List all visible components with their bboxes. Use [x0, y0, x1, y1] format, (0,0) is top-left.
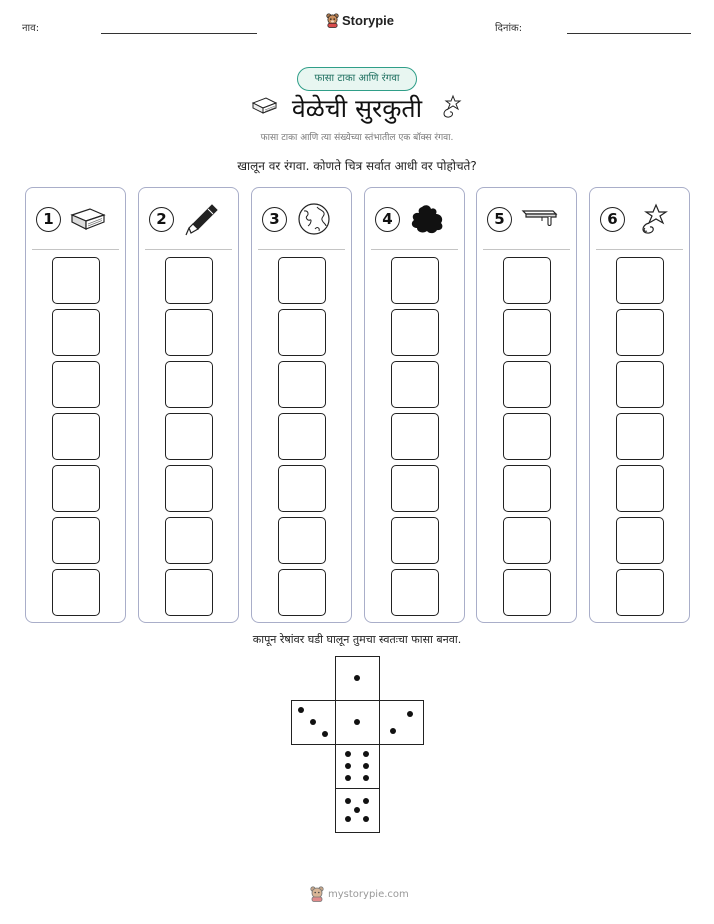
column-5: [476, 187, 577, 623]
color-box[interactable]: [165, 309, 213, 356]
color-box[interactable]: [278, 413, 326, 460]
column-number: 6: [600, 207, 625, 232]
globe-icon: [295, 202, 333, 236]
color-box[interactable]: [278, 257, 326, 304]
activity-tag: फासा टाका आणि रंगवा: [297, 67, 417, 91]
color-box[interactable]: [165, 465, 213, 512]
color-box[interactable]: [52, 361, 100, 408]
color-box[interactable]: [278, 569, 326, 616]
color-box[interactable]: [165, 413, 213, 460]
die-net-instruction: कापून रेषांवर घडी घालून तुमचा स्वतःचा फासा बनवा.: [252, 633, 462, 646]
color-box[interactable]: [52, 465, 100, 512]
die-pip: [363, 816, 369, 822]
footer-url[interactable]: mystorypie.com: [328, 888, 409, 900]
color-box[interactable]: [52, 413, 100, 460]
color-box[interactable]: [391, 465, 439, 512]
color-box[interactable]: [165, 569, 213, 616]
footer: [310, 886, 409, 902]
color-box[interactable]: [278, 361, 326, 408]
color-box[interactable]: [391, 361, 439, 408]
color-box[interactable]: [391, 517, 439, 564]
color-box[interactable]: [52, 309, 100, 356]
color-box[interactable]: [165, 361, 213, 408]
column-divider: [258, 249, 345, 250]
die-pip: [310, 719, 316, 725]
bear-mascot-icon: [326, 13, 339, 28]
name-label: नाव:: [22, 23, 40, 34]
color-box[interactable]: [616, 569, 664, 616]
die-face: [379, 700, 424, 745]
die-pip: [363, 763, 369, 769]
color-box[interactable]: [503, 309, 551, 356]
color-box[interactable]: [165, 517, 213, 564]
die-pip: [363, 751, 369, 757]
color-box[interactable]: [616, 517, 664, 564]
die-pip: [322, 731, 328, 737]
die-pip: [354, 675, 360, 681]
die-pip: [354, 807, 360, 813]
shelf-icon: [520, 202, 558, 236]
ink-blot-icon: [408, 202, 446, 236]
die-pip: [345, 775, 351, 781]
die-pip: [298, 707, 304, 713]
column-number: 4: [375, 207, 400, 232]
column-divider: [483, 249, 570, 250]
column-2: [138, 187, 239, 623]
die-face: [335, 744, 380, 789]
color-box[interactable]: [391, 309, 439, 356]
color-box[interactable]: [278, 309, 326, 356]
column-divider: [32, 249, 119, 250]
column-4: [364, 187, 465, 623]
color-box[interactable]: [503, 361, 551, 408]
die-pip: [363, 775, 369, 781]
die-pip: [345, 816, 351, 822]
die-pip: [390, 728, 396, 734]
color-box[interactable]: [503, 465, 551, 512]
column-1: [25, 187, 126, 623]
color-box[interactable]: [391, 569, 439, 616]
color-box[interactable]: [503, 413, 551, 460]
die-face: [291, 700, 336, 745]
color-box[interactable]: [391, 413, 439, 460]
shooting-star-icon: [633, 202, 671, 236]
die-pip: [407, 711, 413, 717]
die-pip: [363, 798, 369, 804]
brand-logo: [326, 13, 394, 28]
column-number: 1: [36, 207, 61, 232]
book-icon: [69, 202, 107, 236]
date-label: दिनांक:: [495, 23, 523, 34]
column-number: 5: [487, 207, 512, 232]
color-box[interactable]: [616, 465, 664, 512]
column-number: 3: [262, 207, 287, 232]
name-line[interactable]: [101, 33, 257, 34]
column-divider: [145, 249, 232, 250]
color-box[interactable]: [616, 413, 664, 460]
color-box[interactable]: [503, 569, 551, 616]
bear-mascot-icon: [310, 886, 324, 902]
die-pip: [345, 798, 351, 804]
color-box[interactable]: [616, 257, 664, 304]
color-box[interactable]: [278, 465, 326, 512]
color-box[interactable]: [165, 257, 213, 304]
brand-name: Storypie: [342, 13, 395, 28]
die-pip: [345, 751, 351, 757]
color-box[interactable]: [503, 257, 551, 304]
color-box[interactable]: [391, 257, 439, 304]
color-box[interactable]: [503, 517, 551, 564]
die-pip: [345, 763, 351, 769]
shooting-star-icon: [440, 94, 464, 120]
column-number: 2: [149, 207, 174, 232]
subtitle: फासा टाका आणि त्या संख्येच्या स्तंभातील एक बॉक्स रंगवा.: [260, 133, 454, 143]
die-pip: [354, 719, 360, 725]
color-box[interactable]: [52, 569, 100, 616]
die-face: [335, 656, 380, 701]
instruction-text: खालून वर रंगवा. कोणते चित्र सर्वात आधी वर पोहोचते?: [237, 159, 477, 173]
color-box[interactable]: [52, 517, 100, 564]
die-face: [335, 700, 380, 745]
column-3: [251, 187, 352, 623]
die-face: [335, 788, 380, 833]
date-line[interactable]: [567, 33, 691, 34]
fountain-pen-icon: [182, 202, 220, 236]
color-box[interactable]: [278, 517, 326, 564]
column-divider: [596, 249, 683, 250]
color-box[interactable]: [616, 361, 664, 408]
color-box[interactable]: [616, 309, 664, 356]
color-box[interactable]: [52, 257, 100, 304]
page-title: वेळेची सुरकुती: [291, 94, 423, 123]
column-divider: [371, 249, 458, 250]
column-6: [589, 187, 690, 623]
